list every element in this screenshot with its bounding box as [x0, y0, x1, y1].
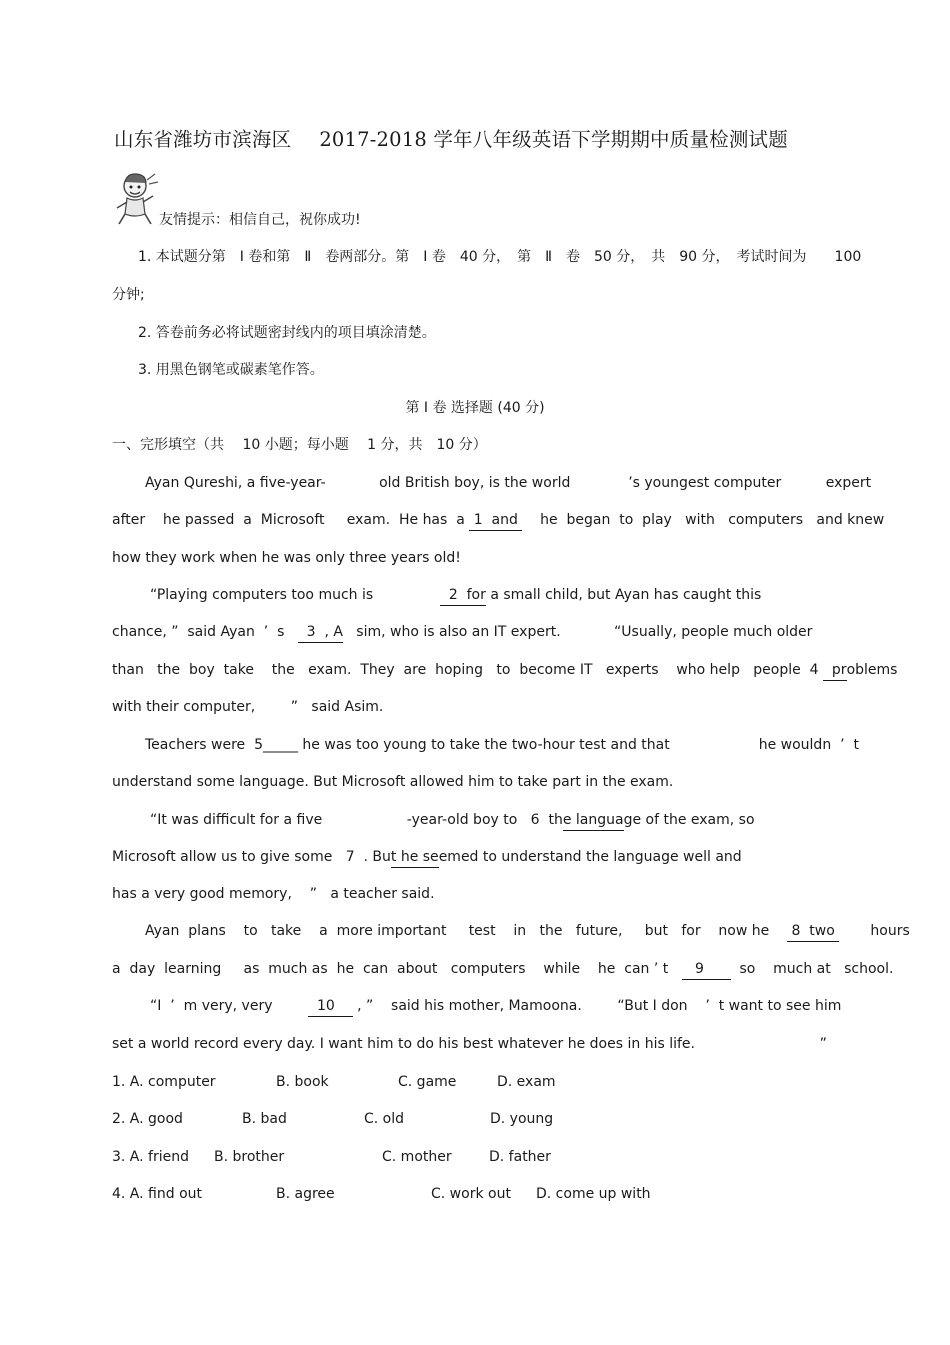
passage-line: a day learning as much as he can about computers while he can ’ t 9 so much at school. [112, 959, 842, 980]
passage-line: Ayan plans to take a more important test in the future, but for now he 8 two hours [145, 921, 875, 942]
instruction-2: 2. 答卷前务必将试题密封线内的项目填涂清楚。 [138, 325, 436, 341]
passage-line: with their computer, ” said Asim. [112, 699, 384, 715]
volume-heading: 第 Ⅰ 卷 选择题 (40 分) [405, 400, 545, 416]
title-rest: 2017-2018 学年八年级英语下学期期中质量检测试题 [319, 128, 788, 151]
option-b[interactable]: B. bad [242, 1111, 287, 1127]
instruction-1-cont: 分钟; [112, 287, 145, 303]
passage-line: Microsoft allow us to give some 7 . But he seemed to understand the language well and [112, 847, 842, 868]
passage-line: chance, ” said Ayan ’ s 3 , A sim, who is also an IT expert. “Usually, people much older [112, 622, 842, 643]
option-d[interactable]: D. exam [497, 1074, 556, 1090]
blank-6: e langua [563, 810, 624, 831]
passage-line: has a very good memory, ” a teacher said. [112, 886, 435, 902]
option-c[interactable]: C. mother [382, 1149, 452, 1165]
passage-line: how they work when he was only three years old! [112, 550, 461, 566]
option-c[interactable]: C. old [364, 1111, 405, 1127]
option-d[interactable]: D. young [490, 1111, 554, 1127]
blank-4: pr [823, 660, 847, 681]
greeting: 友情提示：相信自己，祝你成功! [159, 212, 361, 228]
instruction-3: 3. 用黑色钢笔或碳素笔作答。 [138, 362, 324, 378]
option-a[interactable]: 3. A. friend [112, 1149, 189, 1165]
instruction-1: 1. 本试题分第 Ⅰ 卷和第 Ⅱ 卷两部分。第 Ⅰ 卷 40 分， 第 Ⅱ 卷 50 分， 共 90 分， 考试时间为 100 [138, 249, 862, 265]
blank-1: 1 and [469, 510, 522, 531]
option-c[interactable]: C. work out [431, 1186, 511, 1202]
option-b[interactable]: B. brother [214, 1149, 285, 1165]
option-a[interactable]: 1. A. computer [112, 1074, 216, 1090]
passage-line: “I ’ m very, very 10 , ” said his mother, Mamoona. “But I don ’ t want to see him [150, 996, 880, 1017]
blank-3: 3 , A [298, 622, 343, 643]
passage-line: Ayan Qureshi, a five-year- old British boy, is the world ’s youngest computer expert [145, 475, 872, 491]
mascot-icon [113, 170, 161, 226]
option-d[interactable]: D. come up with [536, 1186, 651, 1202]
blank-9: 9 [682, 959, 731, 980]
passage-line: “Playing computers too much is 2 for a small child, but Ayan has caught this [150, 585, 880, 606]
option-b[interactable]: B. agree [276, 1186, 335, 1202]
section-heading: 一、完形填空（共 10 小题；每小题 1 分，共 10 分） [112, 437, 487, 453]
page-title [114, 124, 874, 152]
option-b[interactable]: B. book [276, 1074, 329, 1090]
blank-2: 2 for [440, 585, 486, 606]
option-c[interactable]: C. game [398, 1074, 457, 1090]
blank-10: 10 [308, 996, 353, 1017]
passage-line: “It was difficult for a five -year-old boy to 6 the language of the exam, so [150, 810, 880, 831]
passage-line: understand some language. But Microsoft allowed him to take part in the exam. [112, 774, 674, 790]
title-region: 山东省潍坊市滨海区 [114, 128, 292, 151]
option-a[interactable]: 2. A. good [112, 1111, 183, 1127]
blank-5: _____ [262, 737, 298, 753]
blank-7: t he se [391, 847, 439, 868]
blank-8: 8 two [787, 921, 839, 942]
passage-line: Teachers were 5_____ he was too young to take the two-hour test and that he wouldn ’ t [145, 737, 859, 753]
option-a[interactable]: 4. A. find out [112, 1186, 202, 1202]
option-d[interactable]: D. father [489, 1149, 551, 1165]
passage-line: than the boy take the exam. They are hoping to become IT experts who help people 4 problems [112, 660, 842, 681]
passage-line: set a world record every day. I want him to do his best whatever he does in his life. ” [112, 1036, 827, 1052]
passage-line: after he passed a Microsoft exam. He has a 1 and he began to play with computers and knew [112, 510, 842, 531]
